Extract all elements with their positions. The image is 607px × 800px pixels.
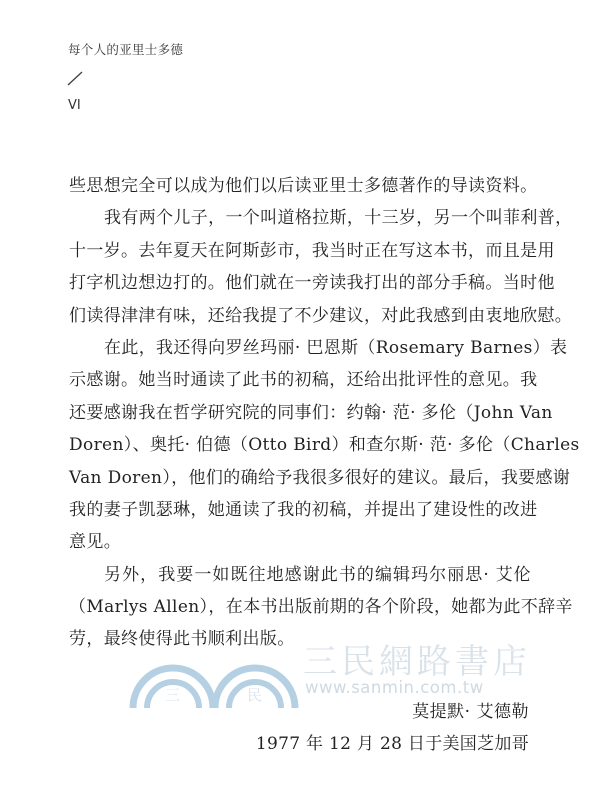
page-number: VI	[68, 98, 81, 113]
text-line: 们读得津津有味，还给我提了不少建议，对此我感到由衷地欣慰。	[69, 305, 573, 326]
text-line: 些思想完全可以成为他们以后读亚里士多德著作的导读资料。	[69, 176, 538, 196]
text-line: Doren）、奥托· 伯德（Otto Bird）和查尔斯· 范· 多伦（Charles	[69, 435, 580, 456]
text-line: 十一岁。去年夏天在阿斯彭市，我当时正在写这本书，而且是用	[69, 240, 555, 261]
body-text	[69, 170, 580, 656]
text-line: 劳，最终使得此书顺利出版。	[69, 629, 295, 650]
watermark-url: www.sanmin.com.tw	[305, 678, 484, 697]
author-signature: 莫提默· 艾德勒	[412, 702, 529, 722]
text-line: 意见。	[69, 532, 122, 553]
text-line: 打字机边想边打的。他们就在一旁读我打出的部分手稿。当时他	[69, 273, 555, 294]
text-line: （Marlys Allen），在本书出版前期的各个阶段，她都为此不辞辛	[69, 597, 573, 618]
watermark-title: 三民網路書店	[303, 642, 531, 682]
date-place: 1977 年 12 月 28 日于美国芝加哥	[255, 734, 529, 754]
logo-char-right: 民	[247, 686, 263, 704]
slash-divider	[67, 70, 85, 86]
running-head-title: 每个人的亚里士多德	[68, 42, 184, 57]
text-line: 另外，我要一如既往地感谢此书的编辑玛尔丽思· 艾伦	[104, 564, 531, 585]
text-line: 示感谢。她当时通读了此书的初稿，还给出批评性的意见。我	[69, 370, 538, 391]
text-line: Van Doren），他们的确给予我很多很好的建议。最后，我要感谢	[69, 467, 571, 488]
text-line: 还要感谢我在哲学研究院的同事们：约翰· 范· 多伦（John Van	[69, 402, 553, 423]
text-line: 我有两个儿子，一个叫道格拉斯，十三岁，另一个叫菲利普，	[104, 208, 573, 229]
text-line: 我的妻子凯瑟琳，她通读了我的初稿，并提出了建设性的改进	[69, 499, 538, 520]
logo-char-left: 三	[165, 686, 181, 704]
text-line: 在此，我还得向罗丝玛丽· 巴恩斯（Rosemary Barnes）表	[104, 337, 568, 358]
